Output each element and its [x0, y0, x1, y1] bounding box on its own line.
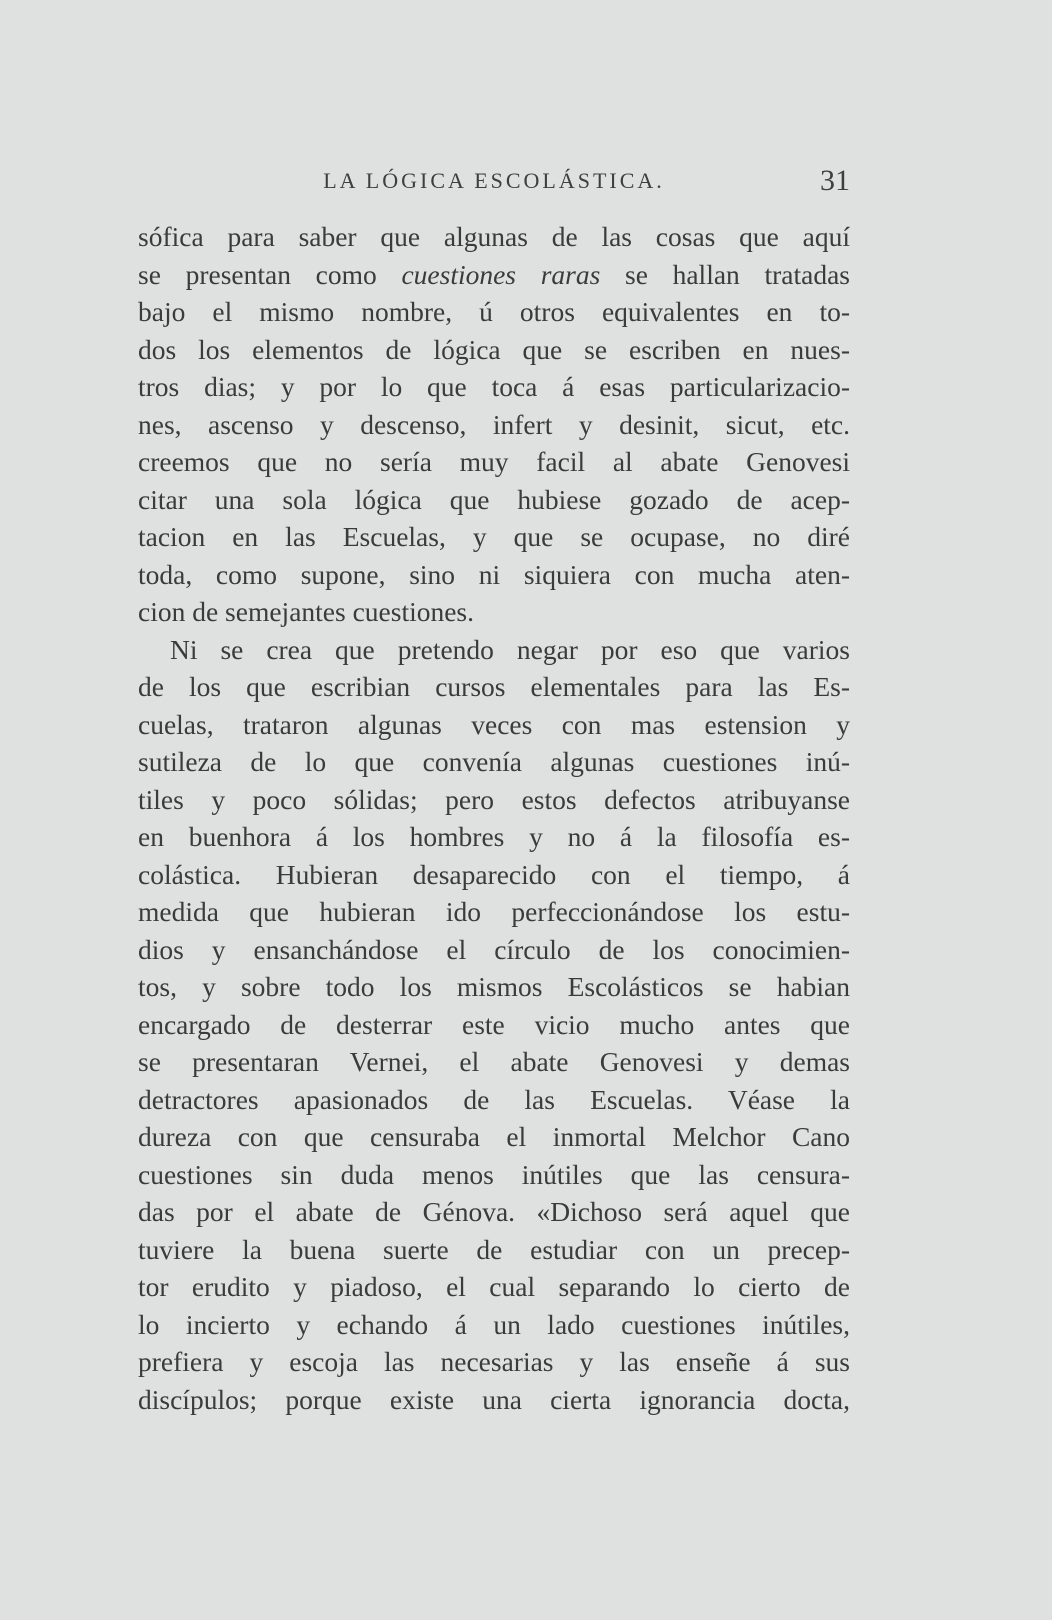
text-line: colástica. Hubieran desaparecido con el tiempo, á — [138, 858, 850, 890]
text-line: tros dias; y por lo que toca á esas particularizacio- — [138, 371, 850, 402]
text-line: dios y ensanchándose el círculo de los conocimien- — [138, 933, 850, 965]
text-line: tacion en las Escuelas, y que se ocupase, no diré — [138, 521, 850, 552]
text-line: cion de semejantes cuestiones. — [138, 596, 475, 627]
text-line: dos los elementos de lógica que se escriben en nues- — [138, 333, 850, 365]
text-line: en buenhora á los hombres y no á la filosofía es- — [138, 821, 850, 852]
text-line: sófica para saber que algunas de las cosas que aquí — [138, 221, 850, 252]
text-line: creemos que no sería muy facil al abate Genovesi — [138, 446, 850, 477]
text-line: toda, como supone, sino ni siquiera con mucha aten- — [138, 558, 850, 590]
text-line: tor erudito y piadoso, el cual separando lo cierto de — [138, 1271, 850, 1302]
text-line: nes, ascenso y descenso, infert y desinit, sicut, etc. — [138, 408, 850, 440]
italic-phrase: cuestiones raras — [401, 258, 601, 290]
body-text — [138, 218, 850, 1418]
text-line: das por el abate de Génova. «Dichoso será aquel que — [138, 1196, 850, 1227]
text-line: se presentan como cuestiones raras se hallan tratadas — [138, 258, 850, 290]
text-line: sutileza de lo que convenía algunas cuestiones inú- — [138, 746, 850, 777]
text-line: medida que hubieran ido perfeccionándose los estu- — [138, 896, 850, 927]
running-title: LA LÓGICA ESCOLÁSTICA. — [323, 168, 665, 193]
text-line: tos, y sobre todo los mismos Escolásticos se habian — [138, 971, 850, 1002]
text-line: discípulos; porque existe una cierta ignorancia docta, — [138, 1383, 850, 1415]
running-head — [138, 164, 850, 208]
text-line: encargado de desterrar este vicio mucho antes que — [138, 1008, 850, 1040]
text-line: prefiera y escoja las necesarias y las enseñe á sus — [138, 1346, 850, 1377]
text-line: lo incierto y echando á un lado cuestiones inútiles, — [138, 1308, 850, 1340]
text-line: Ni se crea que pretendo negar por eso que varios — [170, 633, 850, 665]
text-line: bajo el mismo nombre, ú otros equivalentes en to- — [138, 296, 850, 327]
text-line: citar una sola lógica que hubiese gozado de acep- — [138, 483, 850, 515]
text-line: cuelas, trataron algunas veces con mas estension y — [138, 708, 850, 740]
text-line: dureza con que censuraba el inmortal Melchor Cano — [138, 1121, 850, 1152]
text-line: detractores apasionados de las Escuelas. Véase la — [138, 1083, 850, 1115]
page-number: 31 — [820, 164, 850, 197]
text-line: se presentaran Vernei, el abate Genovesi y demas — [138, 1046, 850, 1077]
text-line: cuestiones sin duda menos inútiles que las censura- — [138, 1158, 850, 1190]
text-line: tuviere la buena suerte de estudiar con un precep- — [138, 1233, 850, 1265]
text-line: tiles y poco sólidas; pero estos defectos atribuyanse — [138, 783, 850, 815]
text-line: de los que escribian cursos elementales para las Es- — [138, 671, 850, 702]
